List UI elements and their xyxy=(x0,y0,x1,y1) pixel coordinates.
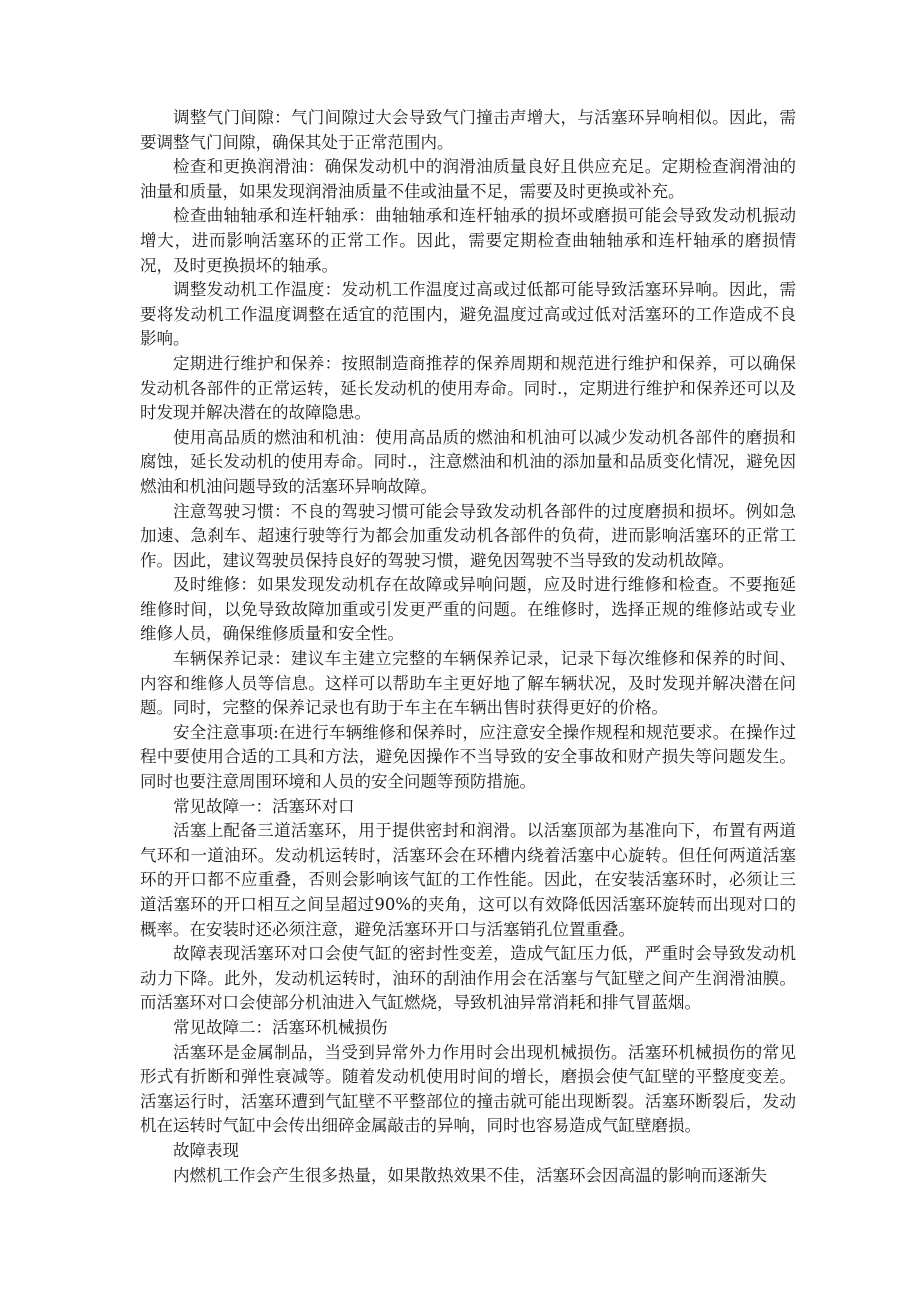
paragraph-mechanical-damage: 活塞环是金属制品，当受到异常外力作用时会出现机械损伤。活塞环机械损伤的常见形式有折断和弹性衰减等。随着发动机使用时间的增长，磨损会使气缸壁的平整度变差。活塞运行时，活塞环遭到气缸壁不平整部位的撞击就可能出现断裂。活塞环断裂后，发动机在运转时气缸中会传出细碎金属敲击的异响，同时也容易造成气缸壁磨损。 xyxy=(140,1042,796,1136)
paragraph-driving-habits: 注意驾驶习惯：不良的驾驶习惯可能会导致发动机各部件的过度磨损和损坏。例如急加速、急刹车、超速行驶等行为都会加重发动机各部件的负荷，进而影响活塞环的正常工作。因此，建议驾驶员保持良好的驾驶习惯，避免因驾驶不当导致的发动机故障。 xyxy=(140,501,796,570)
document-body xyxy=(140,106,796,1188)
paragraph-fuel-oil-quality: 使用高品质的燃油和机油：使用高品质的燃油和机油可以减少发动机各部件的磨损和腐蚀，延长发动机的使用寿命。同时.，注意燃油和机油的添加量和品质变化情况，避免因燃油和机油问题导致的活塞环异响故障。 xyxy=(140,427,796,496)
paragraph-ring-gap-alignment: 活塞上配备三道活塞环，用于提供密封和润滑。以活塞顶部为基准向下，布置有两道气环和一道油环。发动机运转时，活塞环会在环槽内绕着活塞中心旋转。但任何两道活塞环的开口都不应重叠，否则会影响该气缸的工作性能。因此，在安装活塞环时，必须让三道活塞环的开口相互之间呈超过90%的夹角，这可以有效降低因活塞环旋转而出现对口的概率。在安装时还必须注意，避免活塞环开口与活塞销孔位置重叠。 xyxy=(140,821,796,939)
paragraph-maintenance: 定期进行维护和保养：按照制造商推荐的保养周期和规范进行维护和保养，可以确保发动机各部件的正常运转，延长发动机的使用寿命。同时.，定期进行维护和保养还可以及时发现并解决潜在的故障隐患。 xyxy=(140,353,796,423)
paragraph-lubricant: 检查和更换润滑油：确保发动机中的润滑油质量良好且供应充足。定期检查润滑油的油量和质量，如果发现润滑油质量不佳或油量不足，需要及时更换或补充。 xyxy=(140,157,796,201)
paragraph-safety: 安全注意事项:在进行车辆维修和保养时，应注意安全操作规程和规范要求。在操作过程中要使用合适的工具和方法，避免因操作不当导致的安全事故和财产损失等问题发生。同时也要注意周围环境和人员的安全问题等预防措施。 xyxy=(140,722,796,792)
paragraph-maintenance-records: 车辆保养记录：建议车主建立完整的车辆保养记录，记录下每次维修和保养的时间、内容和维修人员等信息。这样可以帮助车主更好地了解车辆状况，及时发现并解决潜在问题。同时，完整的保养记录也有助于车主在车辆出售时获得更好的价格。 xyxy=(140,649,796,718)
paragraph-timely-repair: 及时维修：如果发现发动机存在故障或异响问题，应及时进行维修和检查。不要拖延维修时间，以免导致故障加重或引发更严重的问题。在维修时，选择正规的维修站或专业维修人员，确保维修质量和安全性。 xyxy=(140,575,796,644)
paragraph-heat: 内燃机工作会产生很多热量，如果散热效果不佳，活塞环会因高温的影响而逐渐失 xyxy=(173,1165,767,1185)
heading-fault-symptoms: 故障表现 xyxy=(173,1140,239,1160)
paragraph-adjust-valve-clearance: 调整气门间隙：气门间隙过大会导致气门撞击声增大，与活塞环异响相似。因此，需要调整气门间隙，确保其处于正常范围内。 xyxy=(140,108,796,152)
heading-fault-one: 常见故障一：活塞环对口 xyxy=(173,796,355,816)
heading-fault-two: 常见故障二：活塞环机械损伤 xyxy=(173,1017,388,1037)
paragraph-bearings: 检查曲轴轴承和连杆轴承：曲轴轴承和连杆轴承的损坏或磨损可能会导致发动机振动增大，进而影响活塞环的正常工作。因此，需要定期检查曲轴轴承和连杆轴承的磨损情况，及时更换损坏的轴承。 xyxy=(140,206,796,275)
paragraph-fault-one-symptoms: 故障表现活塞环对口会使气缸的密封性变差，造成气缸压力低，严重时会导致发动机动力下降。此外，发动机运转时，油环的刮油作用会在活塞与气缸壁之间产生润滑油膜。而活塞环对口会使部分机油进入气缸燃烧，导致机油异常消耗和排气冒蓝烟。 xyxy=(140,944,796,1013)
paragraph-engine-temperature: 调整发动机工作温度：发动机工作温度过高或过低都可能导致活塞环异响。因此，需要将发动机工作温度调整在适宜的范围内，避免温度过高或过低对活塞环的工作造成不良影响。 xyxy=(140,280,796,349)
